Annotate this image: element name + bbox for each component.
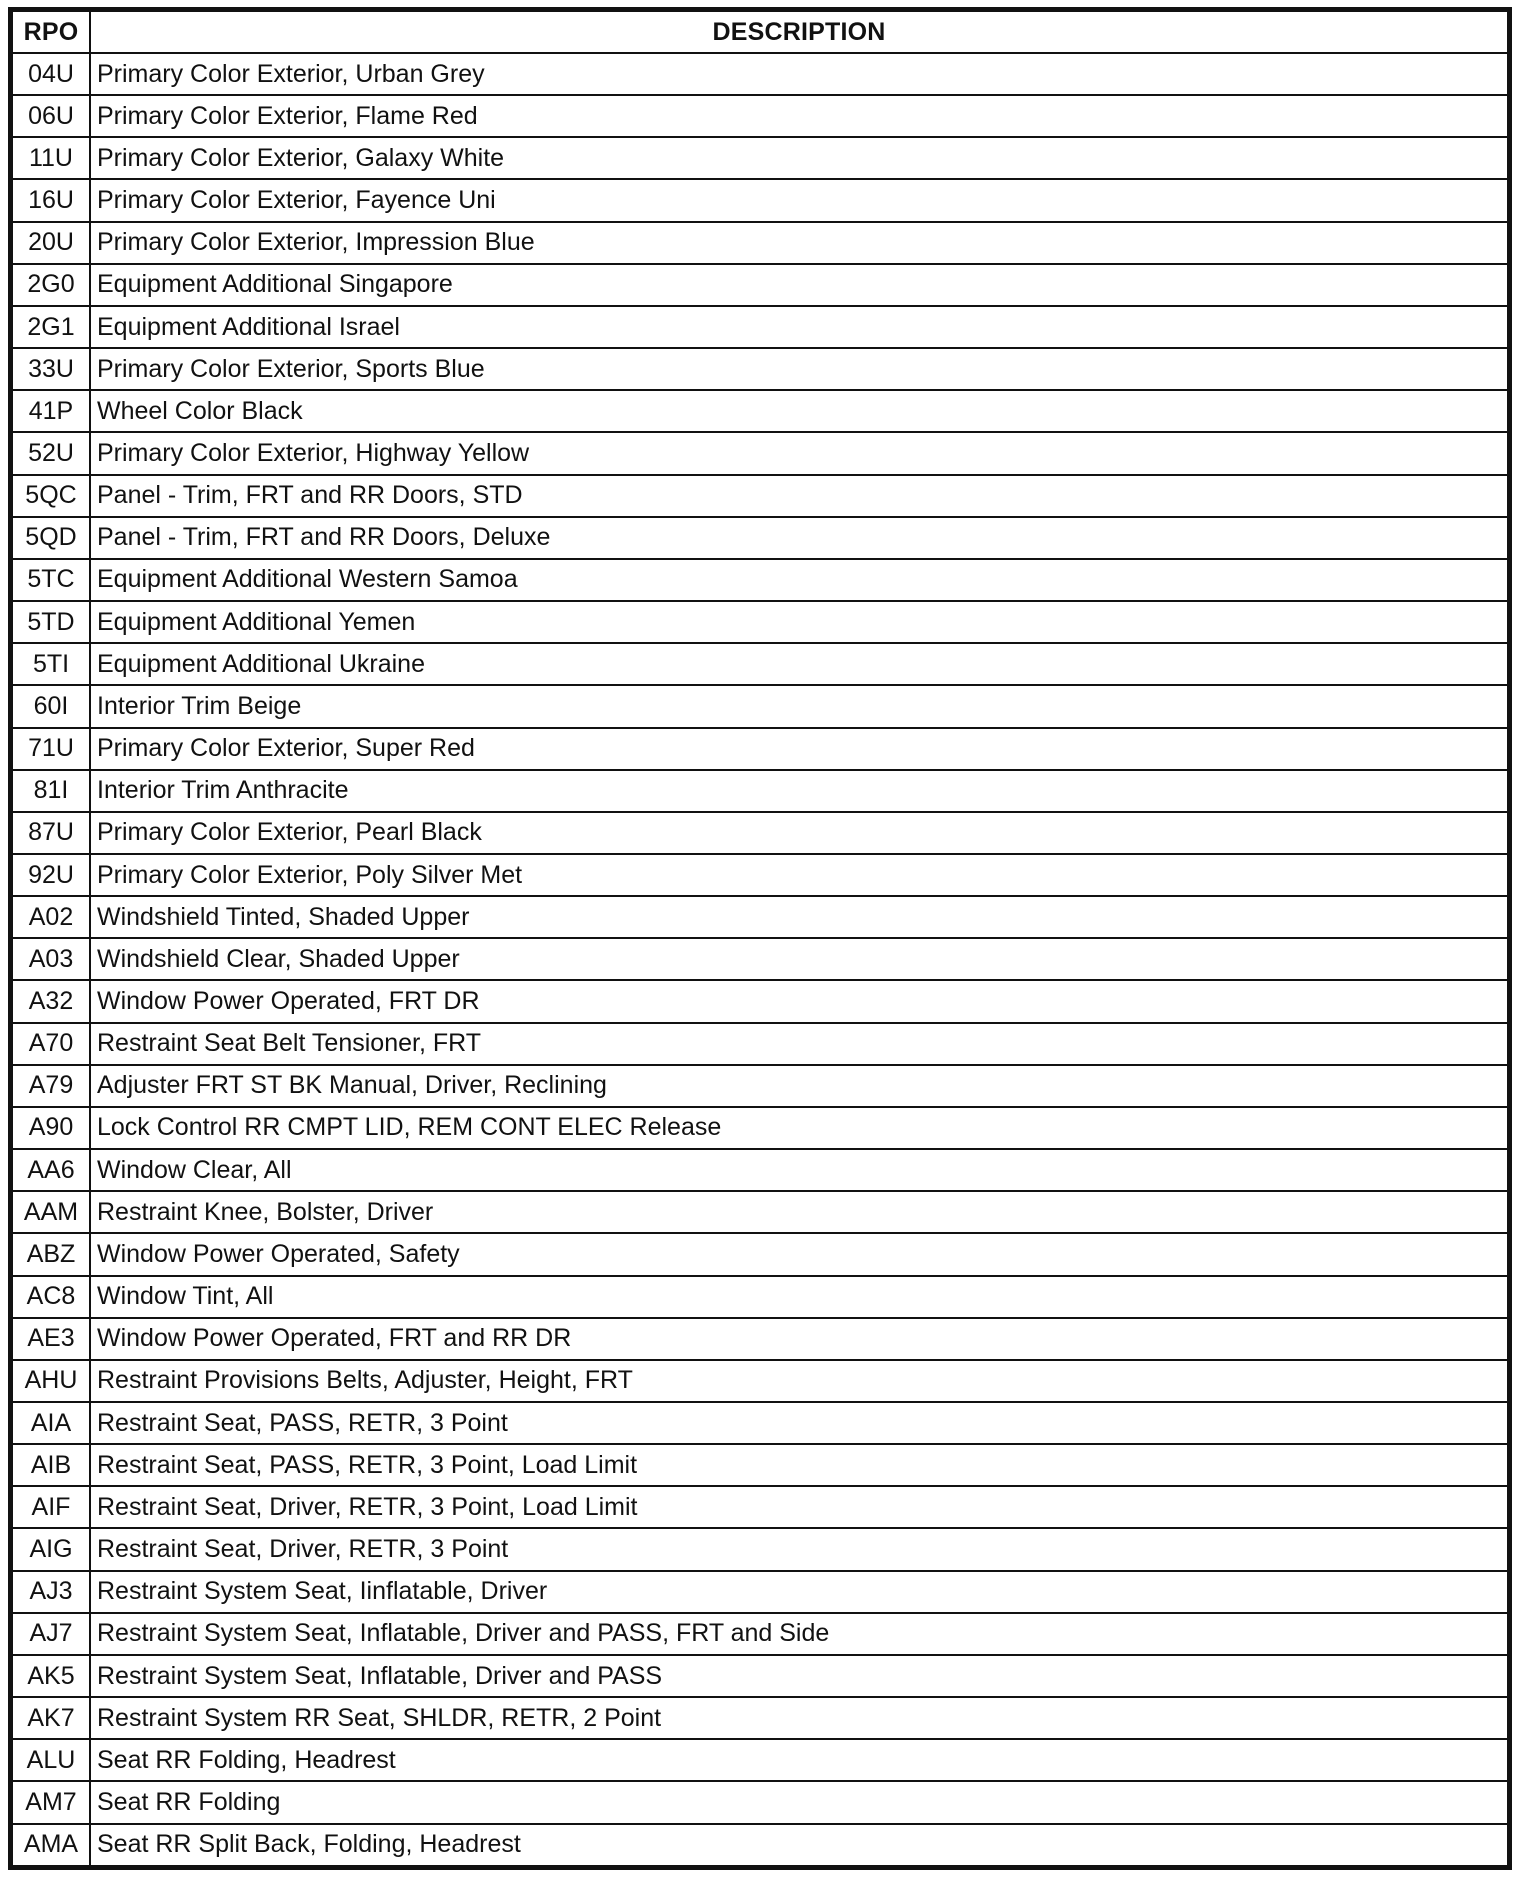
table-row bbox=[12, 1613, 1508, 1655]
table-row bbox=[12, 643, 1508, 685]
table-row bbox=[12, 1655, 1508, 1697]
rpo-code-cell: 5QC bbox=[12, 475, 90, 517]
table-row bbox=[12, 1444, 1508, 1486]
description-cell: Seat RR Folding bbox=[90, 1781, 1508, 1823]
description-cell: Interior Trim Beige bbox=[90, 685, 1508, 727]
rpo-code-cell: 5QD bbox=[12, 517, 90, 559]
description-cell: Primary Color Exterior, Impression Blue bbox=[90, 222, 1508, 264]
table-row bbox=[12, 475, 1508, 517]
table-header-row bbox=[12, 11, 1508, 53]
table-row bbox=[12, 1402, 1508, 1444]
description-cell: Panel - Trim, FRT and RR Doors, STD bbox=[90, 475, 1508, 517]
table-row bbox=[12, 1824, 1508, 1866]
rpo-code-cell: A03 bbox=[12, 938, 90, 980]
table-row bbox=[12, 517, 1508, 559]
description-cell: Wheel Color Black bbox=[90, 390, 1508, 432]
table-row bbox=[12, 1486, 1508, 1528]
rpo-code-cell: 92U bbox=[12, 854, 90, 896]
table-row bbox=[12, 306, 1508, 348]
table-row bbox=[12, 1739, 1508, 1781]
rpo-code-cell: 41P bbox=[12, 390, 90, 432]
rpo-code-cell: 11U bbox=[12, 137, 90, 179]
rpo-code-cell: AE3 bbox=[12, 1318, 90, 1360]
rpo-code-cell: 20U bbox=[12, 222, 90, 264]
description-cell: Restraint Seat, PASS, RETR, 3 Point, Load Limit bbox=[90, 1444, 1508, 1486]
table-row bbox=[12, 1571, 1508, 1613]
rpo-code-cell: AC8 bbox=[12, 1276, 90, 1318]
table-row bbox=[12, 559, 1508, 601]
description-cell: Primary Color Exterior, Galaxy White bbox=[90, 137, 1508, 179]
description-cell: Primary Color Exterior, Sports Blue bbox=[90, 348, 1508, 390]
table-row bbox=[12, 222, 1508, 264]
description-cell: Primary Color Exterior, Poly Silver Met bbox=[90, 854, 1508, 896]
description-cell: Restraint System Seat, Iinflatable, Driver bbox=[90, 1571, 1508, 1613]
table-row bbox=[12, 179, 1508, 221]
table-row bbox=[12, 1360, 1508, 1402]
column-header-description: DESCRIPTION bbox=[90, 11, 1508, 53]
rpo-code-cell: 52U bbox=[12, 432, 90, 474]
table-row bbox=[12, 854, 1508, 896]
table-row bbox=[12, 770, 1508, 812]
description-cell: Primary Color Exterior, Pearl Black bbox=[90, 812, 1508, 854]
table-row bbox=[12, 1781, 1508, 1823]
description-cell: Restraint Provisions Belts, Adjuster, Height, FRT bbox=[90, 1360, 1508, 1402]
table-row bbox=[12, 812, 1508, 854]
description-cell: Seat RR Split Back, Folding, Headrest bbox=[90, 1824, 1508, 1866]
description-cell: Interior Trim Anthracite bbox=[90, 770, 1508, 812]
table-row bbox=[12, 728, 1508, 770]
description-cell: Equipment Additional Yemen bbox=[90, 601, 1508, 643]
description-cell: Windshield Tinted, Shaded Upper bbox=[90, 896, 1508, 938]
description-cell: Restraint Seat, Driver, RETR, 3 Point, Load Limit bbox=[90, 1486, 1508, 1528]
table-row bbox=[12, 1065, 1508, 1107]
rpo-code-cell: A32 bbox=[12, 980, 90, 1022]
rpo-table-container bbox=[8, 7, 1512, 1870]
table-body bbox=[12, 53, 1508, 1866]
rpo-code-cell: AIG bbox=[12, 1528, 90, 1570]
table-row bbox=[12, 53, 1508, 95]
rpo-code-cell: AIF bbox=[12, 1486, 90, 1528]
rpo-code-cell: 33U bbox=[12, 348, 90, 390]
description-cell: Restraint System RR Seat, SHLDR, RETR, 2 Point bbox=[90, 1697, 1508, 1739]
description-cell: Primary Color Exterior, Urban Grey bbox=[90, 53, 1508, 95]
description-cell: Primary Color Exterior, Highway Yellow bbox=[90, 432, 1508, 474]
table-row bbox=[12, 896, 1508, 938]
table-row bbox=[12, 348, 1508, 390]
rpo-code-cell: A70 bbox=[12, 1023, 90, 1065]
description-cell: Equipment Additional Western Samoa bbox=[90, 559, 1508, 601]
description-cell: Restraint Seat, Driver, RETR, 3 Point bbox=[90, 1528, 1508, 1570]
description-cell: Primary Color Exterior, Fayence Uni bbox=[90, 179, 1508, 221]
rpo-code-cell: AA6 bbox=[12, 1149, 90, 1191]
rpo-code-cell: 87U bbox=[12, 812, 90, 854]
rpo-code-cell: ALU bbox=[12, 1739, 90, 1781]
table-row bbox=[12, 1697, 1508, 1739]
rpo-code-cell: 5TI bbox=[12, 643, 90, 685]
rpo-code-cell: AHU bbox=[12, 1360, 90, 1402]
table-row bbox=[12, 1107, 1508, 1149]
rpo-code-cell: AJ3 bbox=[12, 1571, 90, 1613]
description-cell: Seat RR Folding, Headrest bbox=[90, 1739, 1508, 1781]
description-cell: Lock Control RR CMPT LID, REM CONT ELEC Release bbox=[90, 1107, 1508, 1149]
rpo-code-cell: 16U bbox=[12, 179, 90, 221]
rpo-code-cell: AJ7 bbox=[12, 1613, 90, 1655]
rpo-code-cell: A02 bbox=[12, 896, 90, 938]
description-cell: Equipment Additional Israel bbox=[90, 306, 1508, 348]
description-cell: Window Power Operated, FRT DR bbox=[90, 980, 1508, 1022]
table-row bbox=[12, 1528, 1508, 1570]
rpo-code-cell: A90 bbox=[12, 1107, 90, 1149]
table-row bbox=[12, 1191, 1508, 1233]
description-cell: Window Power Operated, FRT and RR DR bbox=[90, 1318, 1508, 1360]
table-row bbox=[12, 432, 1508, 474]
rpo-code-cell: 04U bbox=[12, 53, 90, 95]
description-cell: Restraint Seat Belt Tensioner, FRT bbox=[90, 1023, 1508, 1065]
rpo-code-cell: 60I bbox=[12, 685, 90, 727]
description-cell: Windshield Clear, Shaded Upper bbox=[90, 938, 1508, 980]
rpo-code-cell: AMA bbox=[12, 1824, 90, 1866]
rpo-code-cell: AM7 bbox=[12, 1781, 90, 1823]
description-cell: Restraint Seat, PASS, RETR, 3 Point bbox=[90, 1402, 1508, 1444]
table-row bbox=[12, 137, 1508, 179]
rpo-code-cell: 5TD bbox=[12, 601, 90, 643]
description-cell: Restraint System Seat, Inflatable, Driver and PASS bbox=[90, 1655, 1508, 1697]
table-row bbox=[12, 685, 1508, 727]
description-cell: Equipment Additional Singapore bbox=[90, 264, 1508, 306]
table-row bbox=[12, 1023, 1508, 1065]
table-row bbox=[12, 1276, 1508, 1318]
rpo-code-cell: AIB bbox=[12, 1444, 90, 1486]
rpo-code-cell: 5TC bbox=[12, 559, 90, 601]
rpo-code-cell: AAM bbox=[12, 1191, 90, 1233]
description-cell: Panel - Trim, FRT and RR Doors, Deluxe bbox=[90, 517, 1508, 559]
table-row bbox=[12, 938, 1508, 980]
rpo-code-cell: AK5 bbox=[12, 1655, 90, 1697]
rpo-code-cell: 71U bbox=[12, 728, 90, 770]
description-cell: Adjuster FRT ST BK Manual, Driver, Reclining bbox=[90, 1065, 1508, 1107]
description-cell: Equipment Additional Ukraine bbox=[90, 643, 1508, 685]
description-cell: Window Power Operated, Safety bbox=[90, 1233, 1508, 1275]
table-row bbox=[12, 95, 1508, 137]
rpo-code-cell: 2G0 bbox=[12, 264, 90, 306]
table-row bbox=[12, 1318, 1508, 1360]
table-row bbox=[12, 264, 1508, 306]
table-row bbox=[12, 1233, 1508, 1275]
description-cell: Restraint Knee, Bolster, Driver bbox=[90, 1191, 1508, 1233]
rpo-code-cell: 81I bbox=[12, 770, 90, 812]
description-cell: Primary Color Exterior, Super Red bbox=[90, 728, 1508, 770]
rpo-code-cell: ABZ bbox=[12, 1233, 90, 1275]
table-row bbox=[12, 1149, 1508, 1191]
column-header-rpo: RPO bbox=[12, 11, 90, 53]
description-cell: Primary Color Exterior, Flame Red bbox=[90, 95, 1508, 137]
rpo-code-cell: AK7 bbox=[12, 1697, 90, 1739]
rpo-table bbox=[11, 10, 1509, 1867]
description-cell: Restraint System Seat, Inflatable, Driver and PASS, FRT and Side bbox=[90, 1613, 1508, 1655]
table-row bbox=[12, 980, 1508, 1022]
table-row bbox=[12, 390, 1508, 432]
rpo-code-cell: A79 bbox=[12, 1065, 90, 1107]
description-cell: Window Tint, All bbox=[90, 1276, 1508, 1318]
table-row bbox=[12, 601, 1508, 643]
rpo-code-cell: 2G1 bbox=[12, 306, 90, 348]
description-cell: Window Clear, All bbox=[90, 1149, 1508, 1191]
rpo-code-cell: 06U bbox=[12, 95, 90, 137]
rpo-code-cell: AIA bbox=[12, 1402, 90, 1444]
